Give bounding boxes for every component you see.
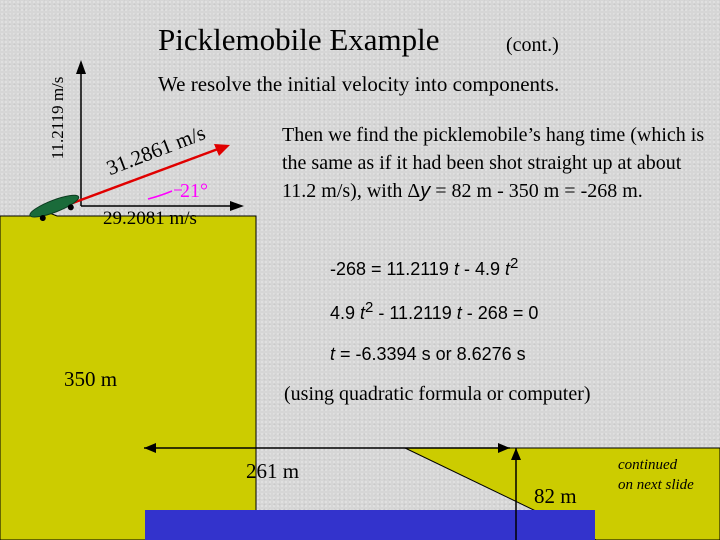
cliff-shape bbox=[0, 210, 256, 540]
slide-title: Picklemobile Example bbox=[158, 22, 440, 57]
horizontal-component-label: 29.2081 m/s bbox=[103, 208, 197, 229]
quadratic-note: (using quadratic formula or computer) bbox=[284, 383, 591, 405]
equation-1: -268 = 11.2119 t - 4.9 $t^2$ bbox=[330, 255, 519, 279]
water-shape bbox=[145, 510, 595, 540]
equation-2: 4.9 $t^2 - 11.2119$ t - 268 = 0 bbox=[330, 299, 539, 323]
continued-note: continued on next slide bbox=[618, 457, 694, 493]
cliff-height-label: 350 m bbox=[64, 367, 118, 391]
delta-symbol: Δ bbox=[407, 180, 421, 202]
vertical-component-label: 11.2119 m/s bbox=[48, 76, 67, 160]
angle-arc bbox=[148, 191, 172, 199]
velocity-label: 31.2861 m/s bbox=[103, 120, 209, 181]
angle-label: 21° bbox=[180, 180, 208, 202]
hang-time-paragraph: Then we find the picklemobile’s hang time (which is the same as if it had been shot straight up at about 11.2 m/s), with Δy = 82 m - 350 m = -268 m. bbox=[282, 124, 705, 202]
equation-3: t = -6.3394 s or 8.6276 s bbox=[330, 344, 526, 364]
title-suffix: (cont.) bbox=[506, 34, 559, 56]
ledge-height-label: 82 m bbox=[534, 484, 577, 508]
vertical-component-arrow bbox=[76, 60, 86, 206]
delta-variable: y bbox=[420, 180, 431, 202]
subtitle: We resolve the initial velocity into components. bbox=[158, 72, 560, 96]
distance-label: 261 m bbox=[246, 459, 300, 483]
